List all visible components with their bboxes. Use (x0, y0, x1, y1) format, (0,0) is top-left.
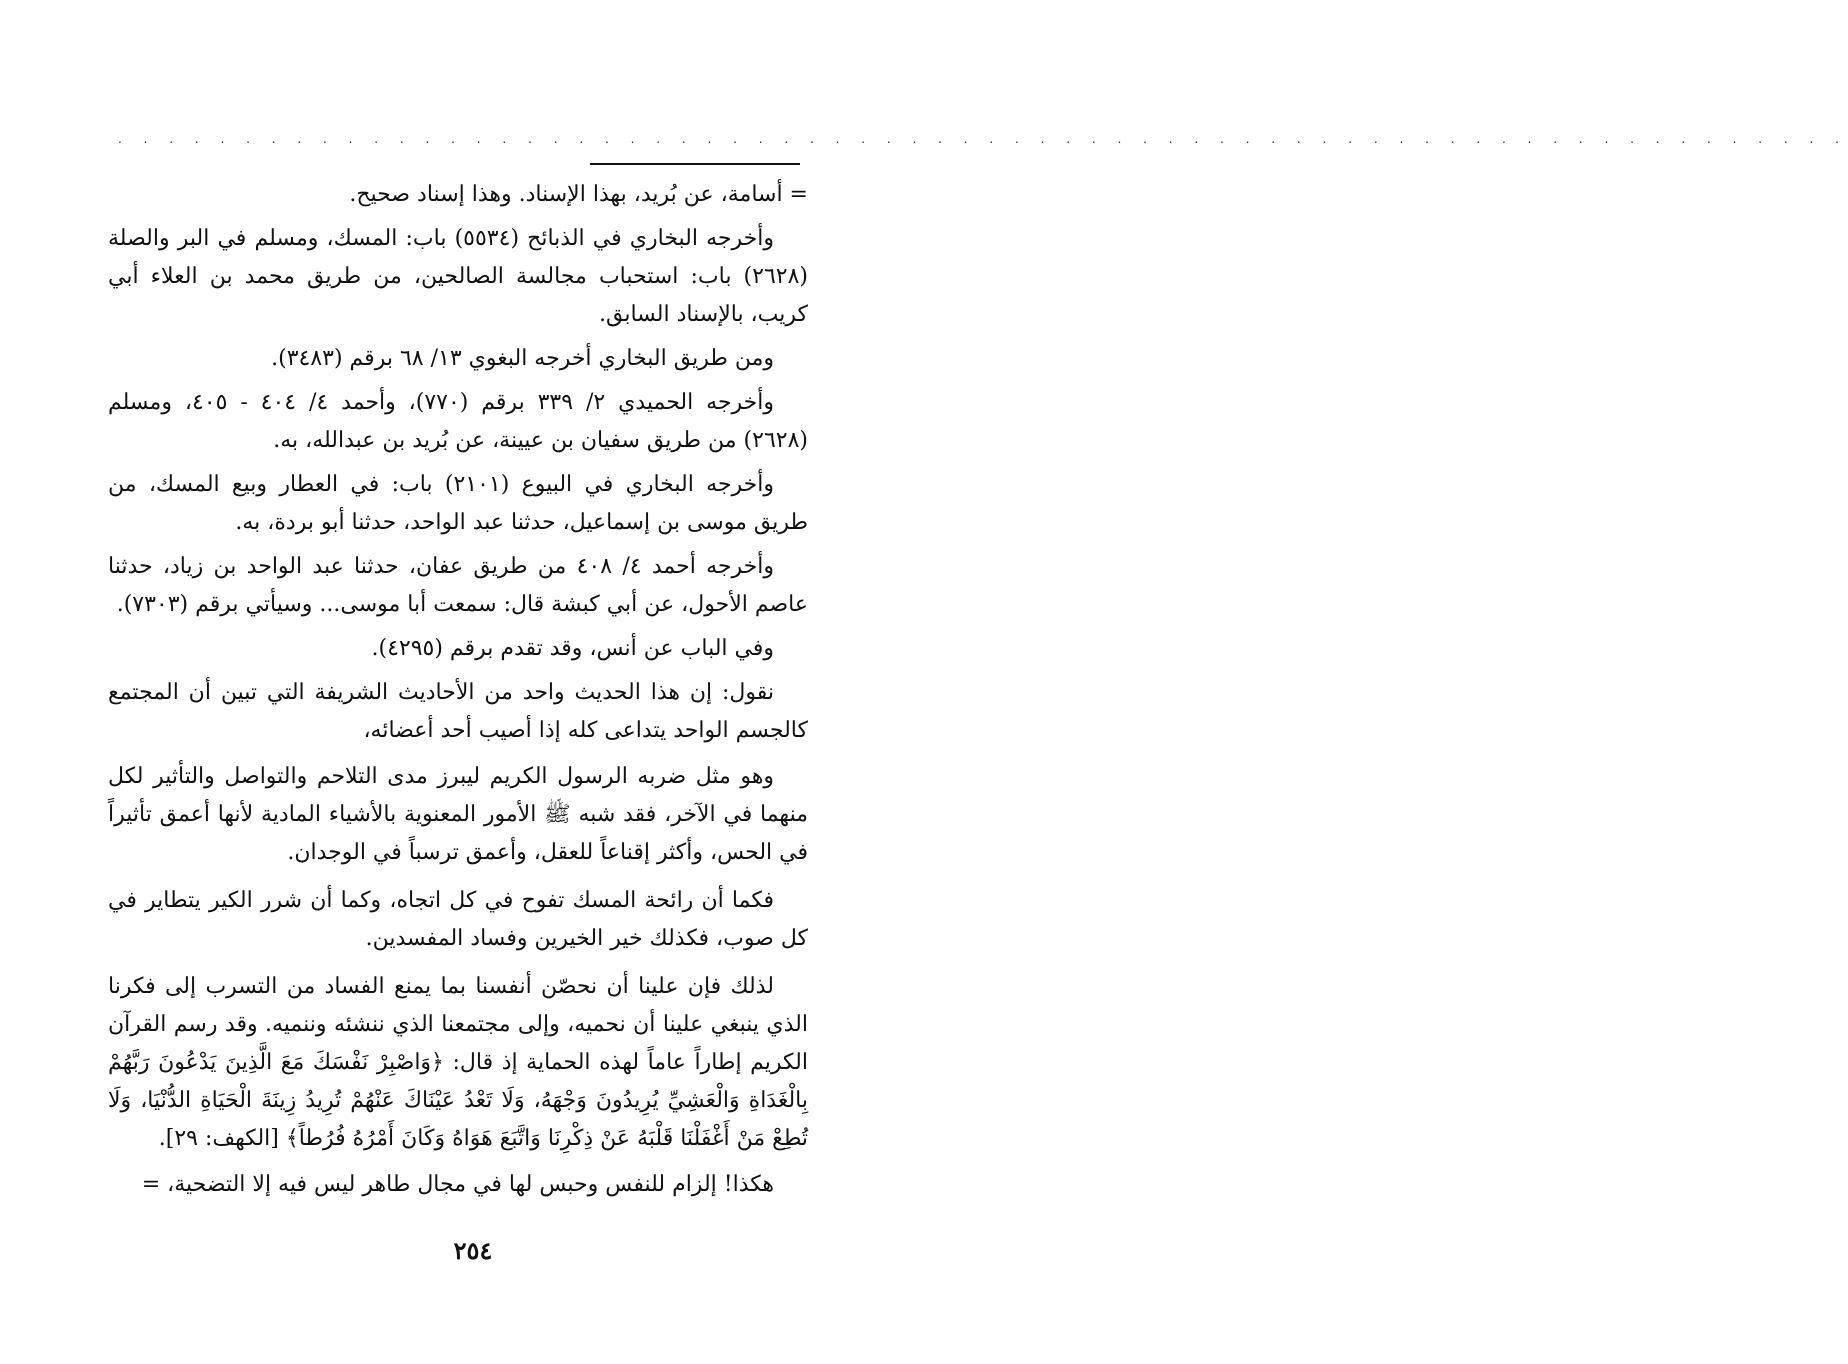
paragraph-bukhari-dhabaih: وأخرجه البخاري في الذبائح (٥٥٣٤) باب: المسك، ومسلم في البر والصلة (٢٦٢٨) باب: استحباب مجالسة الصالحين، من طريق محمد بن العلاء أبي كريب، بالإسناد السابق. (108, 226, 808, 327)
page-number: ٢٥٤ (453, 1236, 493, 1265)
paragraph-humaydi: وأخرجه الحميدي ٢/ ٣٣٩ برقم (٧٧٠)، وأحمد ٤/ ٤٠٤ - ٤٠٥، ومسلم (٢٦٢٨) من طريق سفيان بن عيينة، عن بُريد بن عبدالله، به. (108, 390, 808, 453)
footnote-rule (590, 163, 800, 165)
paragraph-commentary-intro: نقول: إن هذا الحديث واحد من الأحاديث الشريفة التي تبين أن المجتمع كالجسم الواحد يتداعى كله إذا أصيب أحد أعضائه، (108, 680, 808, 743)
paragraph-baghawi: ومن طريق البخاري أخرجه البغوي ١٣/ ٦٨ برقم (٣٤٨٣). (271, 346, 774, 371)
paragraph-bukhari-buyu: وأخرجه البخاري في البيوع (٢١٠١) باب: في العطار وبيع المسك، من طريق موسى بن إسماعيل، حدثنا عبد الواحد، حدثنا أبو بردة، به. (108, 472, 808, 535)
paragraph-ahmad: وأخرجه أحمد ٤/ ٤٠٨ من طريق عفان، حدثنا عبد الواحد بن زياد، حدثنا عاصم الأحول، عن أبي كبشة قال: سمعت أبا موسى... وسيأتي برقم (٧٣٠٣). (108, 554, 808, 617)
paragraph-anas: وفي الباب عن أنس، وقد تقدم برقم (٤٢٩٥). (371, 636, 774, 661)
paragraph-commentary-closing: هكذا! إلزام للنفس وحبس لها في مجال طاهر ليس فيه إلا التضحية، = (141, 1172, 774, 1197)
paragraph-commentary-parable: وهو مثل ضربه الرسول الكريم ليبرز مدى التلاحم والتواصل والتأثير لكل منهما في الآخر، فقد شبه ﷺ الأمور المعنوية بالأشياء المادية لأنها أعمق تأثيراً في الحس، وأكثر إقناعاً للعقل، وأعمق ترسباً في الوجدان. (108, 764, 808, 865)
paragraph-continuation: = أسامة، عن بُريد، بهذا الإسناد. وهذا إسناد صحيح. (349, 182, 808, 207)
page-body (108, 176, 808, 1210)
paragraph-commentary-musk: فكما أن رائحة المسك تفوح في كل اتجاه، وكما أن شرر الكير يتطاير في كل صوب، فكذلك خير الخيرين وفساد المفسدين. (108, 888, 808, 951)
paragraph-commentary-quran: لذلك فإن علينا أن نحصّن أنفسنا بما يمنع الفساد من التسرب إلى فكرنا الذي ينبغي علينا أن نحميه، وإلى مجتمعنا الذي ننشئه وننميه. وقد رسم القرآن الكريم إطاراً عاماً لهذه الحماية إذ قال: ﴿وَاصْبِرْ نَفْسَكَ مَعَ الَّذِينَ يَدْعُونَ رَبَّهُمْ بِالْغَدَاةِ وَالْعَشِيِّ يُرِيدُونَ وَجْهَهُ، وَلَا تَعْدُ عَيْنَاكَ عَنْهُمْ تُرِيدُ زِينَةَ الْحَيَاةِ الدُّنْيَا، وَلَا تُطِعْ مَنْ أَغْفَلْنَا قَلْبَهُ عَنْ ذِكْرِنَا وَاتَّبَعَ هَوَاهُ وَكَانَ أَمْرُهُ فُرُطاً﴾ [الكهف: ٢٩]. (108, 974, 808, 1151)
header-dotted-separator: . . . . . . . . . . . . . . . . . . . . . . . . . . . . . . . . . . . . . . . . . . . . . . . . . . . . . . . . . . . . . . . . . . . . (118, 132, 1848, 146)
